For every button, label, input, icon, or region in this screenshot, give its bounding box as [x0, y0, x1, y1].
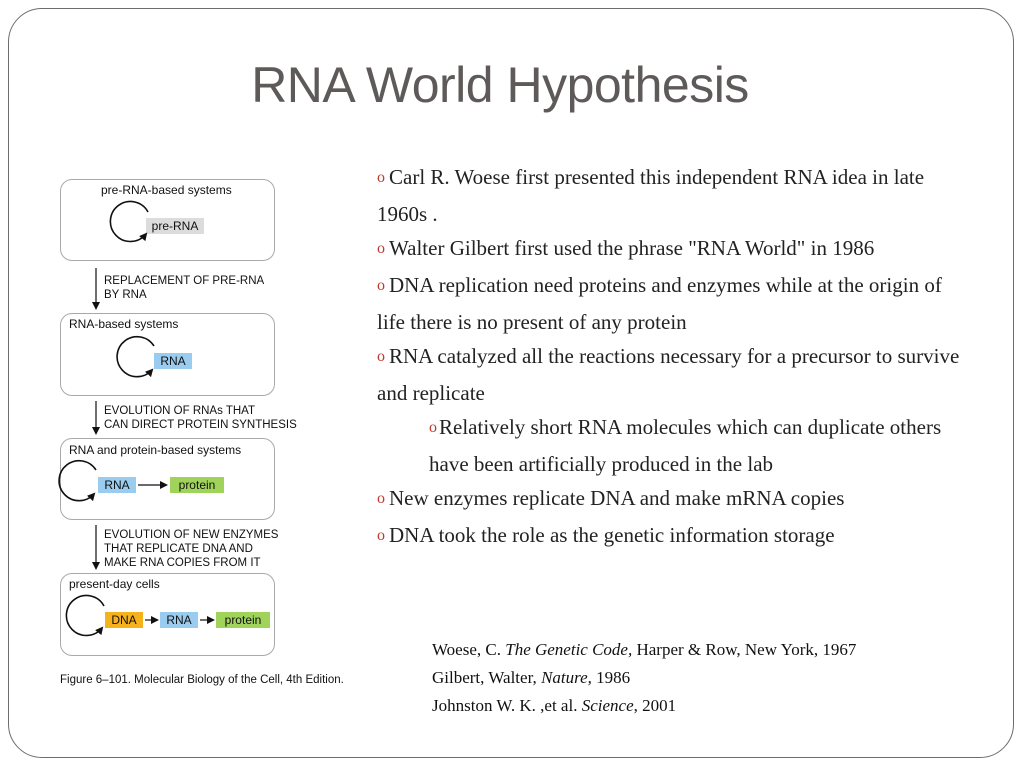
cycle-arrow-icon	[110, 201, 148, 241]
cycle-arrow-icon	[59, 461, 96, 501]
molecule-protein: protein	[170, 477, 224, 493]
bullet-text: Carl R. Woese first presented this independent RNA idea in late 1960s .	[377, 165, 925, 226]
bullet-text: Walter Gilbert first used the phrase "RNA World" in 1986	[389, 236, 875, 260]
molecule-protein: protein	[216, 612, 270, 628]
bullet-text: DNA replication need proteins and enzymes while at the origin of life there is no present of any protein	[377, 273, 942, 334]
figure-caption: Figure 6–101. Molecular Biology of the Cell, 4th Edition.	[60, 674, 344, 686]
molecule-dna: DNA	[105, 612, 143, 628]
circle-bullet-icon: o	[377, 169, 385, 186]
box-label: pre-RNA-based systems	[101, 183, 232, 197]
ref-title: Nature,	[541, 668, 592, 687]
molecule-rna: RNA	[160, 612, 198, 628]
molecule-rna: RNA	[154, 353, 192, 369]
bullet-text: DNA took the role as the genetic information storage	[389, 523, 835, 547]
sub-bullet-item	[377, 410, 967, 481]
step-line: MAKE RNA COPIES FROM IT	[104, 557, 261, 569]
ref-author: Johnston W. K. ,et al.	[432, 696, 582, 715]
circle-bullet-icon: o	[429, 419, 437, 436]
ref-source: 1986	[591, 668, 631, 687]
slide-title: RNA World Hypothesis	[251, 57, 749, 113]
bullet-item	[377, 231, 967, 268]
ref-title: Science	[581, 696, 634, 715]
bullet-text: Relatively short RNA molecules which can duplicate others have been artificially produced in the lab	[429, 415, 942, 476]
bullet-text: New enzymes replicate DNA and make mRNA copies	[389, 486, 845, 510]
bullet-item	[377, 339, 967, 410]
step-line: EVOLUTION OF NEW ENZYMES	[104, 529, 279, 541]
ref-title: The Genetic Code,	[505, 640, 633, 659]
box-label: present-day cells	[69, 577, 160, 591]
cycle-arrow-icon	[66, 595, 104, 635]
step-line: EVOLUTION OF RNAs THAT	[104, 405, 256, 417]
ref-author: Gilbert, Walter,	[432, 668, 542, 687]
bullet-item	[377, 268, 967, 339]
step-line: REPLACEMENT OF PRE-RNA	[104, 275, 265, 287]
ref-source: Harper & Row, New York, 1967	[632, 640, 857, 659]
step-line: CAN DIRECT PROTEIN SYNTHESIS	[104, 419, 297, 431]
bullet-text: RNA catalyzed all the reactions necessary for a precursor to survive and replicate	[377, 344, 960, 405]
reference-item	[432, 692, 856, 720]
bullet-list	[377, 160, 967, 555]
cycle-arrow-icon	[117, 337, 154, 377]
step-line: THAT REPLICATE DNA AND	[104, 543, 253, 555]
reference-item	[432, 664, 856, 692]
circle-bullet-icon: o	[377, 348, 385, 365]
molecule-rna: RNA	[98, 477, 136, 493]
bullet-item	[377, 518, 967, 555]
molecule-pre-rna: pre-RNA	[146, 218, 204, 234]
circle-bullet-icon: o	[377, 490, 385, 507]
reference-item	[432, 636, 856, 664]
box-label: RNA and protein-based systems	[69, 443, 242, 457]
circle-bullet-icon: o	[377, 277, 385, 294]
step-line: BY RNA	[104, 289, 147, 301]
bullet-item	[377, 160, 967, 231]
ref-author: Woese, C.	[432, 640, 506, 659]
references	[432, 636, 856, 720]
circle-bullet-icon: o	[377, 527, 385, 544]
bullet-item	[377, 481, 967, 518]
box-label: RNA-based systems	[69, 317, 179, 331]
ref-source: , 2001	[633, 696, 677, 715]
circle-bullet-icon: o	[377, 240, 385, 257]
